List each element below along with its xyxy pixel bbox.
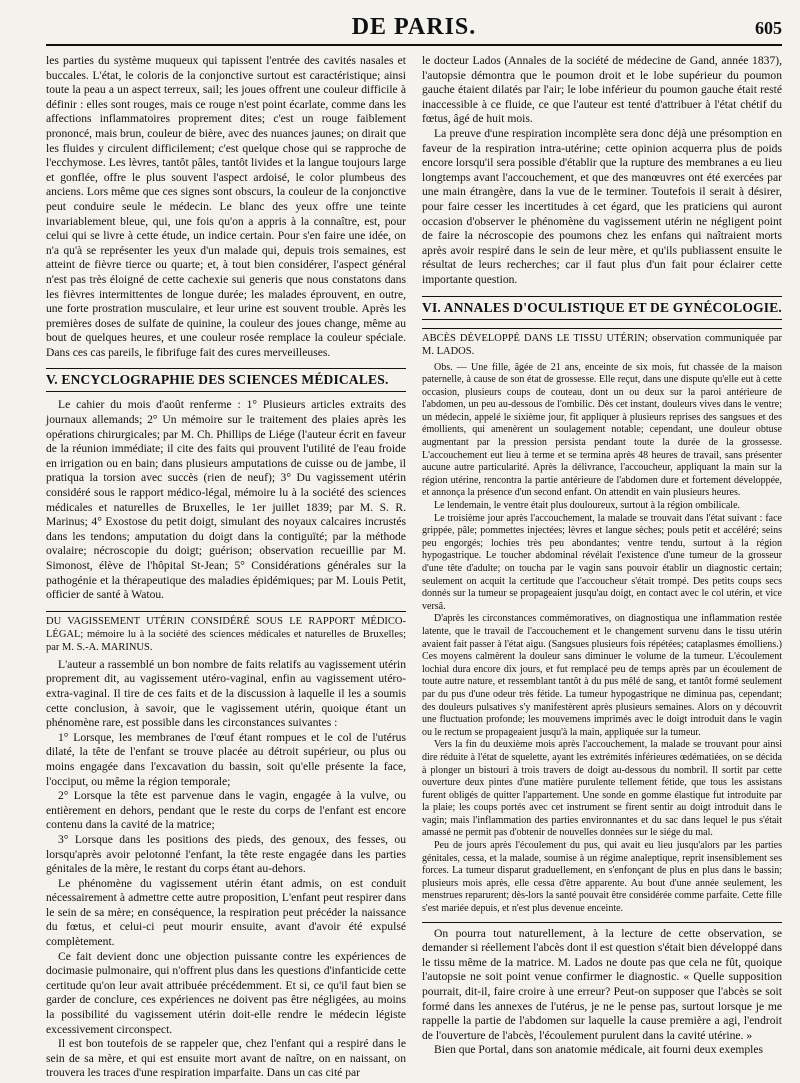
paragraph: Ce fait devient donc une objection puissante contre les expériences de docimasie pulmonaire, qui n'offrent plus dans les questions d'infanticide cette certitude qu'on leur avait attribuée précédemment. Et si, ce qu'il faut bien se garder de conclure, ces expériences ne doivent pas être négligées, au moins la possibilité du vagissement utérin doit-elle rendre le médecin légiste excessivement circonspect. bbox=[46, 949, 406, 1036]
paragraph: On pourra tout naturellement, à la lecture de cette observation, se demander si réellement l'abcès dont il est question s'était bien développé dans le tissu même de la matrice. M. Lados ne doute pas que cela ne fût, quoique l'autopsie ne soit point venue confirmer le diagnostic. « Quelle supposition pourrait, dit-il, faire croire à une erreur? Peut-on supposer que l'abcès se soit formé dans les annexes de l'utérus, je ne le pense pas, surtout lorsque je me rappelle la partie de l'abdomen sur laquelle la cause première a agi, l'endroit de l'ouverture de l'abcès, l'écoulement purulent dans la cavité utérine. » bbox=[422, 926, 782, 1042]
observation-paragraph: Le troisième jour après l'accouchement, la malade se trouvait dans l'état suivant : face grippée, pâle; pommettes injectées; lèvres et langue sèches; pouls petit et accéléré; seins peu engorgés; lochies très peu abondantes; ventre tendu, surtout à la région hypogastrique. Le toucher abdominal révélait l'existence d'une tumeur de la grosseur d'une tête d'adulte; on toucha par le vagin sans pouvoir établir un diagnostic certain; seulement on acquit la certitude que l'accoucheur s'était trompé. Des petits coups secs donnés sur la tumeur se propageaient jusqu'au doigt, en contact avec le col utérin, et vice versâ. bbox=[422, 512, 782, 612]
paragraph: 2° Lorsque la tête est parvenue dans le vagin, engagée à la vulve, ou entièrement en dehors, pendant que le reste du corps de l'enfant est encore contenu dans la cavité de la matrice; bbox=[46, 789, 406, 832]
article-subheading: DU VAGISSEMENT UTÉRIN CONSIDÉRÉ SOUS LE RAPPORT MÉDICO-LÉGAL; mémoire lu à la société des sciences médicales et naturelles de Bruxelles; par M. S.-A. MARINUS. bbox=[46, 611, 406, 654]
paragraph: 1° Lorsque, les membranes de l'œuf étant rompues et le col de l'utérus dilaté, la tête de l'enfant se trouve placée au détroit supérieur, ou plus ou moins engagée dans l'excavation du bassin, soit qu'elle présente la face, l'occiput, ou même la région temporale; bbox=[46, 730, 406, 788]
paragraph: le docteur Lados (Annales de la société de médecine de Gand, année 1837), l'autopsie démontra que le poumon droit et le lobe supérieur du poumon gauche étaient dilatés par l'air; le lobe inférieur du poumon gauche était resté inaccessible à ce fluide, ce que l'auteur est tenté d'attribuer à l'état chétif du fœtus, âgé de huit mois. bbox=[422, 54, 782, 126]
paragraph: les parties du système muqueux qui tapissent l'entrée des cavités nasales et buccales. L'état, le coloris de la conjonctive surtout est caractéristique; ainsi toute la peau a un aspect terreux, sail; les joues offrent une couleur difficile à définir : elles sont rouges, mais ce rouge n'est point écarlate, comme dans les affections inflammatoires proprement dites; c'est un rouge faiblement prononcé, mais brun, couleur de bière, avec des nuances jaunes; on dirait que les fluides y circulent difficilement; c'est quelque chose qui se rapproche de l'ecchymose. Les lèvres, tantôt pâles, tantôt livides et la langue toujours large et gonflée, offre le plus souvent l'aspect ardoisé, le color plumbeus des anciens. Lors même que ces signes sont obscurs, la couleur de la conjonctive peut conduire seule le médecin. Le blanc des yeux offre une teinte invariablement bleue, qui, une fois qu'on a appris à la connaître, est, pour celui qui se livre à cette étude, un indice certain. Pour s'en faire une idée, on n'a qu'à se représenter les yeux d'un malade qui, depuis trois semaines, est atteint de fièvre tierce ou quarte; et, à tout bien considérer, l'aspect général n'est pas très éloigné de cette cachexie sui generis que nous constatons dans les fièvres intermittentes de longue durée; les malades éprouvent, en outre, une forte prostration musculaire, et leur urine est souvent trouble. Après les premières doses de sulfate de quinine, la couleur des joues change, même au bout de quelques heures, et une couleur rosée remplace la couleur spéciale. Dans ces cas pareils, le fibrifuge fait des cures merveilleuses. bbox=[46, 54, 406, 359]
right-column bbox=[422, 54, 782, 1081]
paragraph: Bien que Portal, dans son anatomie médicale, ait fourni deux exemples bbox=[434, 1043, 764, 1057]
paragraph: La preuve d'une respiration incomplète sera donc déjà une présomption en faveur de la respiration intra-utérine; cette opinion acquerra plus de poids encore lorsqu'il sera possible d'établir que la rupture des membranes a eu lieu longtemps avant l'accouchement, et que des manœuvres ont été exercées par une main étrangère, dans la vue de le terminer. Toutefois il serait à désirer, pour faire cesser les incertitudes à cet égard, que les praticiens qui auront occasion d'observer le phénomène du vagissement utérin ne négligent point de faire la nécroscopie des poumons chez les enfans qui naîtraient morts après avoir respiré dans le sein de leur mère, et qu'ils publiassent ensuite le résultat de leurs recherches; car il faut plus d'un fait pour éclairer cette importante question. bbox=[422, 126, 782, 286]
page-number: 605 bbox=[755, 18, 782, 38]
paragraph: L'auteur a rassemblé un bon nombre de faits relatifs au vagissement utérin proprement dit, au vagissement utéro-vaginal, enfin au vagissement utéro-extra-vaginal. Il tire de ces faits et de la discussion à laquelle il les a soumis cette conclusion, à savoir, que le vagissement utérin, quoique étant un phénomène rare, est possible dans les circonstances suivantes : bbox=[46, 657, 406, 730]
article-subheading: ABCÈS DÉVELOPPÉ DANS LE TISSU UTÉRIN; observation communiquée par M. LADOS. bbox=[422, 328, 782, 358]
text-columns bbox=[46, 54, 782, 1081]
page-title: DE PARIS. bbox=[351, 14, 477, 40]
paragraph: Il est bon toutefois de se rappeler que, chez l'enfant qui a respiré dans le sein de sa mère, et qui est ensuite mort avant de naître, on en naissant, on trouvera les traces d'une respiration imparfaite. Dans un cas cité par bbox=[46, 1037, 406, 1080]
paragraph: Le phénomène du vagissement utérin étant admis, on est conduit nécessairement à admettre cette autre proposition, L'enfant peut respirer dans le sein de sa mère; en conséquence, la respiration peut précéder la naissance du fœtus, et celui-ci peut mourir ensuite, avant d'avoir été expulsé complètement. bbox=[46, 876, 406, 949]
left-column bbox=[46, 54, 406, 1081]
section-heading: VI. ANNALES D'OCULISTIQUE ET DE GYNÉCOLOGIE. bbox=[422, 296, 782, 320]
page-header bbox=[46, 8, 782, 46]
observation-paragraph: Obs. — Une fille, âgée de 21 ans, enceinte de six mois, fut chassée de la maison paternelle, à cause de son état de grossesse. Elle reçut, dans une dispute qu'elle eut à cette occasion, plusieurs coups de couteau, dont un ou deux sur la paroi antérieure de l'abdomen, un peu au-dessous de l'ombilic. Dès cet instant, douleurs vives dans le ventre; un médecin, appelé le sixième jour, fit appliquer à plusieurs reprises des sangsues et des émollients, qui amenèrent un soulagement notable; cependant, une douleur obtuse augmentant par la pression persista pendant toute la durée de la grossesse. L'accouchement eut lieu à terme et se termina après 48 heures de travail, sans présenter aucune autre particularité. Après la délivrance, l'accoucheur, appliquant la main sur la région utérine, rencontra la partie antérieure de l'abdomen dure et fortement développée, et annonça la présence d'un second enfant. On attendit en vain plusieurs heures. bbox=[422, 361, 782, 499]
observation-paragraph: Vers la fin du deuxième mois après l'accouchement, la malade se trouvant pour ainsi dire réduite à l'état de squelette, ayant les extrémités inférieures œdématiées, on se décida à plonger un bistouri à trois travers de doigt au-dessous du nombril. Il sortit par cette ouverture deux pintes d'une matière purulente tellement fétide, que tous les assistans furent obligés de quitter l'appartement. Une sonde en gomme élastique fut introduite par la plaie; les coups portés avec cet instrument se firent sentir au doigt introduit dans le vagin; mais l'inflammation des parties environnantes et du sac dans lequel le pus s'était amassé ne permit pas d'obtenir de nouvelles données sur le siége du mal. bbox=[422, 739, 782, 839]
observation-paragraph: D'après les circonstances commémoratives, on diagnostiqua une inflammation restée latente, que le travail de l'accouchement et le changement survenu dans le tissu utérin avaient fait passer à l'état aigu. (Sangsues plusieurs fois répétées; cataplasmes émolliens.) Ces moyens calmèrent la douleur sans diminuer le volume de la tumeur. L'écoulement lochial dura encore dix jours, et fut remplacé peu de temps après par un écoulement de toute autre nature, et ressemblant tantôt à du pus mêlé de sang, et tantôt formé seulement par du pus d'une odeur très fétide. La tumeur hypogastrique ne diminua pas, cependant; des douleurs pulsatives s'y manifestèrent après plusieurs semaines. Alors on y découvrit une fluctuation profonde; les mouvemens imprimés avec le doigt introduit dans le vagin ou le rectum se propageaient jusqu'à la main, appliquée sur la tumeur. bbox=[422, 613, 782, 738]
section-heading: V. ENCYCLOGRAPHIE DES SCIENCES MÉDICALES. bbox=[46, 368, 406, 392]
observation-paragraph: Le lendemain, le ventre était plus douloureux, surtout à la région ombilicale. bbox=[434, 500, 741, 512]
paragraph: 3° Lorsque dans les positions des pieds, des genoux, des fesses, ou lorsqu'après avoir pelotonné l'enfant, la tête reste engagée dans les parties génitales de la mère, le restant du corps étant au-dehors. bbox=[46, 832, 406, 876]
paragraph: Le cahier du mois d'août renferme : 1° Plusieurs articles extraits des journaux allemands; 2° Un mémoire sur le traitement des plaies après les opérations chirurgicales; par M. Ch. Phillips de Liége (l'auteur écrit en faveur de la réunion immédiate; il cite des faits qui prouvent l'utilité de l'eau froide en irrigation ou en bain; dans plusieurs amputations de cuisse ou de jambe, il pratiqua la torsion avec succès (rien de neuf); 3° Du vagissement utérin considéré sous le rapport médico-légal, mémoire lu à la société des sciences médicales et naturelles de Bruxelles, le 1er juillet 1839; par M. S. R. Marinus; 4° Exostose du petit doigt, simulant des noyaux calcaires incrustés dans les tendons; amputation du doigt dans la contiguïté; par la méthode ovalaire; nécroscopie du doigt; guérison; observation recueillie par M. Simonost, élève de l'hôpital St-Jean; 5° Considérations générales sur la pathogénie et la thérapeutique des maladies épidémiques; par M. Louis Petit, officier de santé à Watou. bbox=[46, 398, 406, 602]
divider bbox=[422, 922, 782, 923]
observation-paragraph: Peu de jours après l'écoulement du pus, qui avait eu lieu jusqu'alors par les parties génitales, cessa, et la malade, soumise à un régime analeptique, reprit insensiblement ses forces. La tumeur disparut graduellement, en s'enfonçant de plus en plus dans le bassin; plusieurs mois après, elle cessa d'être apparente. Au bout d'une année seulement, les menstrues reparurent; dès-lors la santé pouvait être considérée comme parfaite. Cette fille s'est mariée depuis, et n'est plus devenue enceinte. bbox=[422, 840, 782, 915]
